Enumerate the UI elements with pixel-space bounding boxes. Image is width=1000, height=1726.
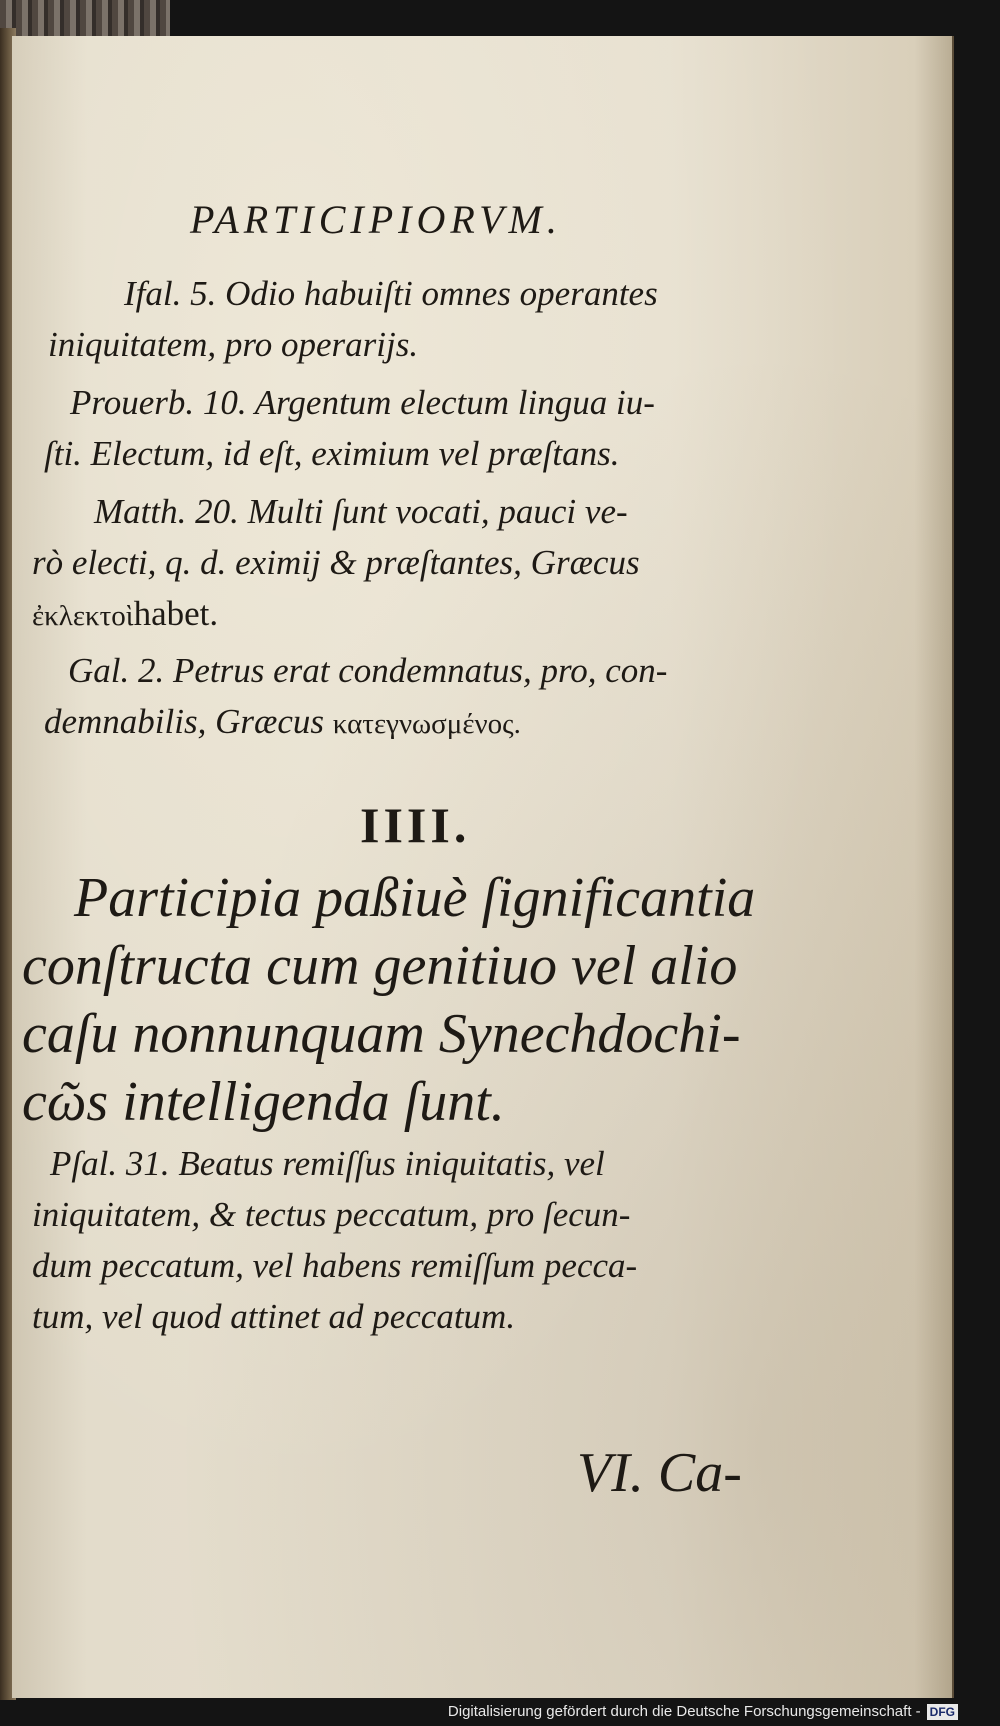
text-line: Matth. 20. Multi ſunt vocati, pauci ve- — [94, 492, 628, 531]
text-line: dum peccatum, vel habens remiſſum pecca- — [32, 1246, 638, 1285]
book-spine-edge — [0, 0, 170, 38]
paragraph-psalm-31 — [32, 1138, 638, 1342]
paragraph-matthew-20 — [32, 486, 640, 642]
text-line: iniquitatem, & tectus peccatum, pro ſecun- — [32, 1195, 631, 1234]
heading-line: conſtructa cum genitiuo vel alio — [22, 935, 738, 997]
heading-line: cῶs intelligenda ſunt. — [22, 1071, 505, 1133]
dfg-logo: DFG — [927, 1704, 958, 1720]
heading-line: caſu nonnunquam Synechdochi- — [22, 1003, 741, 1065]
text-line: tum, vel quod attinet ad peccatum. — [32, 1297, 516, 1336]
running-header: PARTICIPIORVM. — [190, 197, 562, 242]
catchword: VI. Ca- — [577, 1442, 742, 1504]
text-line: rò electi, q. d. eximij & præſtantes, Græcus — [32, 543, 640, 582]
greek-word: ἐκλεκτοὶ — [32, 600, 134, 632]
text-line: Ifal. 5. Odio habuiſti omnes operantes — [124, 274, 658, 313]
section-heading — [22, 864, 756, 1136]
text-line: ſti. Electum, id eſt, eximium vel præſtans. — [44, 434, 620, 473]
paragraph-proverbs-10 — [44, 377, 655, 479]
credit-text: Digitalisierung gefördert durch die Deutsche Forschungsgemeinschaft - — [447, 1703, 921, 1720]
text-word: habet. — [133, 594, 219, 633]
heading-line: Participia paßiuè ſignificantia — [74, 867, 756, 929]
greek-word: κατεγνωσμένος. — [332, 708, 521, 740]
paragraph-galatians-2 — [44, 645, 668, 750]
text-line: Pſal. 31. Beatus remiſſus iniquitatis, vel — [50, 1144, 605, 1183]
text-line: Prouerb. 10. Argentum electum lingua iu- — [70, 383, 655, 422]
text-line: iniquitatem, pro operarijs. — [48, 325, 419, 364]
text-line: Gal. 2. Petrus erat condemnatus, pro, con- — [68, 651, 668, 690]
text-word: demnabilis, Græcus — [44, 702, 324, 741]
book-page — [12, 36, 954, 1698]
paragraph-psalm-5 — [48, 268, 658, 370]
digitization-credit — [448, 1703, 958, 1720]
section-number: IIII. — [360, 797, 471, 853]
